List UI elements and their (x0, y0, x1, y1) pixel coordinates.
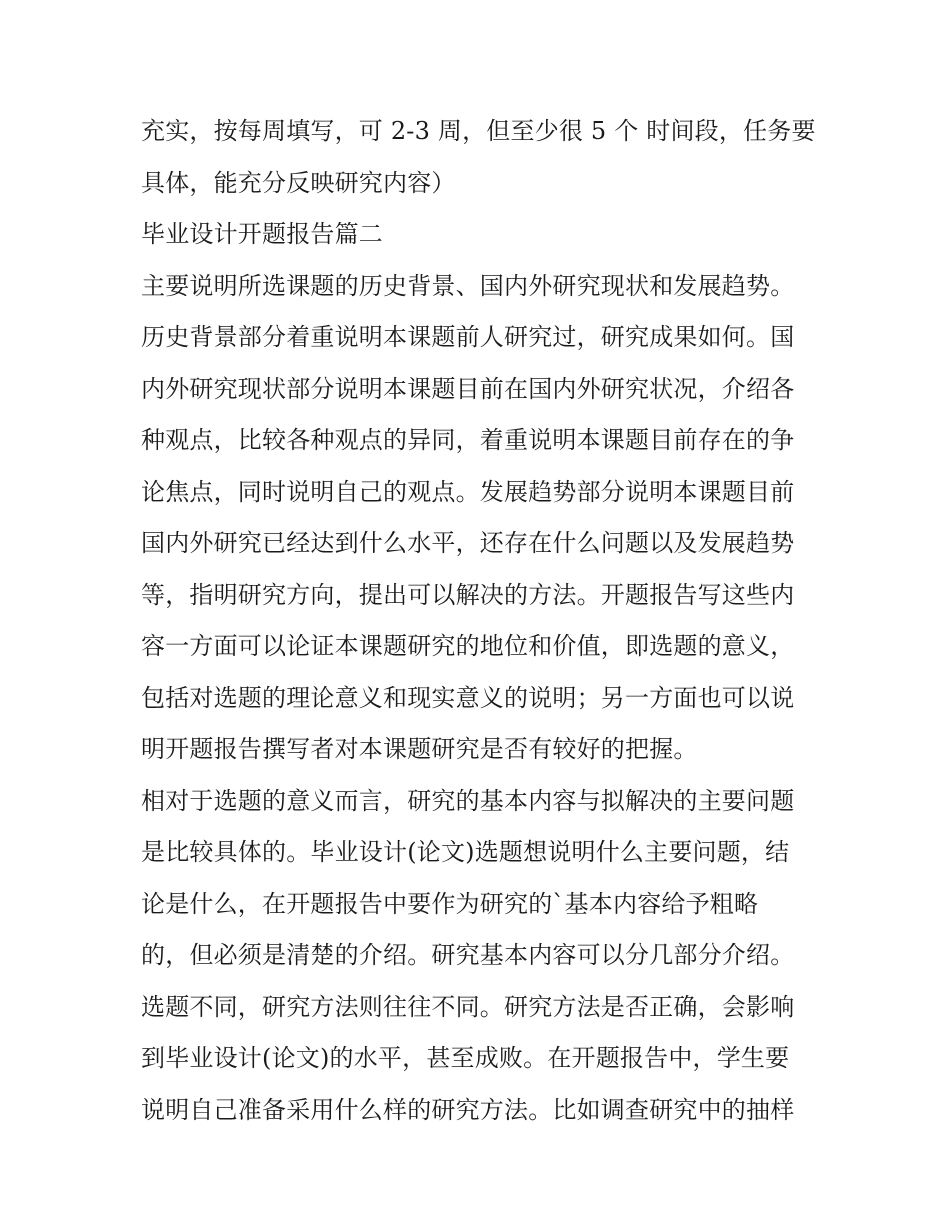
text-line: 论焦点，同时说明自己的观点。发展趋势部分说明本课题目前 (141, 477, 795, 506)
text-line: 内外研究现状部分说明本课题目前在国内外研究状况，介绍各 (141, 374, 795, 403)
body-text (141, 111, 821, 1141)
text-line: 充实，按每周填写，可 2-3 周，但至少很 5 个 时间段，任务要 (141, 117, 816, 145)
text-line: 明开题报告撰写者对本课题研究是否有较好的把握。 (141, 735, 698, 763)
text-line: 论是什么，在开题报告中要作为研究的`基本内容给予粗略 (141, 889, 759, 918)
text-line: 具体，能充分反映研究内容） (141, 168, 456, 197)
text-line: 是比较具体的。毕业设计(论文)选题想说明什么主要问题，结 (141, 838, 790, 866)
text-line: 包括对选题的理论意义和现实意义的说明；另一方面也可以说 (141, 683, 795, 712)
text-line: 容一方面可以论证本课题研究的地位和价值，即选题的意义， (141, 632, 795, 660)
text-line: 说明自己准备采用什么样的研究方法。比如调查研究中的抽样 (141, 1095, 795, 1124)
text-line: 到毕业设计(论文)的水平，甚至成败。在开题报告中，学生要 (141, 1044, 790, 1072)
text-line: 等，指明研究方向，提出可以解决的方法。开题报告写这些内 (141, 580, 795, 609)
text-line: 种观点，比较各种观点的异同，着重说明本课题目前存在的争 (141, 426, 795, 454)
text-line: 主要说明所选课题的历史背景、国内外研究现状和发展趋势。 (141, 271, 795, 300)
text-line: 相对于选题的意义而言，研究的基本内容与拟解决的主要问题 (141, 786, 795, 815)
text-line: 选题不同，研究方法则往往不同。研究方法是否正确，会影响 (141, 992, 795, 1021)
text-line: 国内外研究已经达到什么水平，还存在什么问题以及发展趋势 (141, 529, 795, 557)
text-line: 历史背景部分着重说明本课题前人研究过，研究成果如何。国 (141, 323, 795, 351)
section-heading: 毕业设计开题报告篇二 (141, 220, 383, 248)
text-line: 的，但必须是清楚的介绍。研究基本内容可以分几部分介绍。 (141, 941, 795, 969)
